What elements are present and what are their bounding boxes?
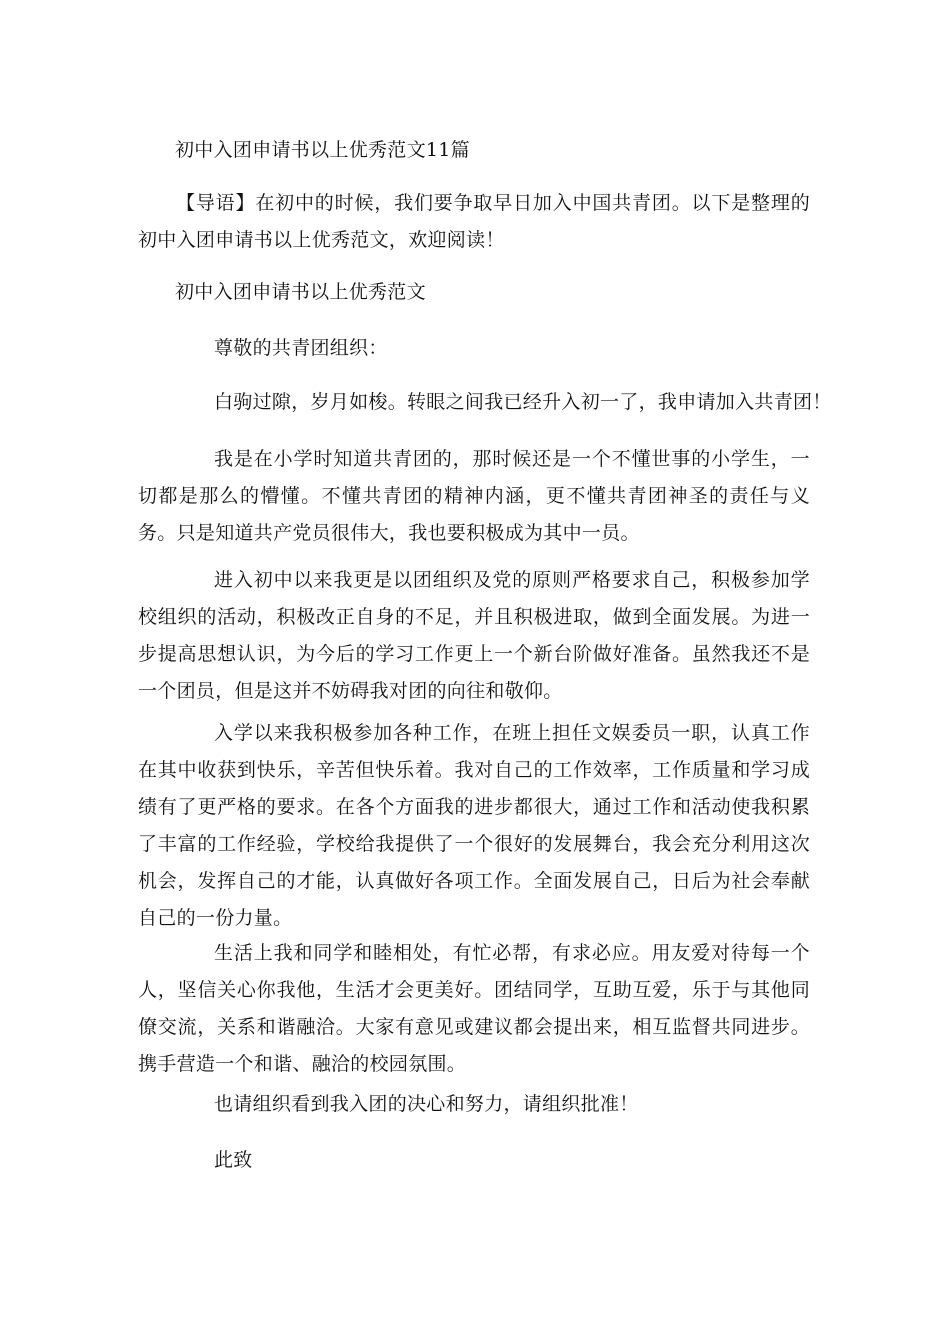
- body-paragraph-5: 生活上我和同学和睦相处，有忙必帮，有求必应。用友爱对待每一个人，坚信关心你我他，生活才会更美好。团结同学，互助互爱，乐于与其他同僚交流，关系和谐融洽。大家有意见或建议都会提出来，相互监督共同进步。携手营造一个和谐、融洽的校园氛围。: [138, 942, 810, 1075]
- subheading: 初中入团申请书以上优秀范文: [175, 281, 426, 303]
- body-paragraph-4: 入学以来我积极参加各种工作，在班上担任文娱委员一职，认真工作在其中收获到快乐，辛苦但快乐着。我对自己的工作效率，工作质量和学习成绩有了更严格的要求。在各个方面我的进步都很大，通过工作和活动使我积累了丰富的工作经验，学校给我提供了一个很好的发展舞台，我会充分利用这次机会，发挥自己的才能，认真做好各项工作。全面发展自己，日后为社会奉献自己的一份力量。: [138, 722, 810, 929]
- intro-paragraph: 【导语】在初中的时候，我们要争取早日加入中国共青团。以下是整理的初中入团申请书以上优秀范文，欢迎阅读！: [138, 192, 810, 251]
- body-paragraph-3: 进入初中以来我更是以团组织及党的原则严格要求自己，积极参加学校组织的活动，积极改正自身的不足，并且积极进取，做到全面发展。为进一步提高思想认识，为今后的学习工作更上一个新台阶做好准备。虽然我还不是一个团员，但是这并不妨碍我对团的向往和敬仰。: [138, 569, 810, 702]
- body-paragraph-6: 也请组织看到我入团的决心和努力，请组织批准！: [214, 1093, 639, 1115]
- body-paragraph-2: 我是在小学时知道共青团的，那时候还是一个不懂世事的小学生，一切都是那么的懵懂。不懂共青团的精神内涵，更不懂共青团神圣的责任与义务。只是知道共产党员很伟大，我也要积极成为其中一员。: [138, 448, 810, 544]
- salutation: 尊敬的共青团组织：: [214, 337, 388, 359]
- closing: 此致: [214, 1149, 253, 1171]
- document-title: 初中入团申请书以上优秀范文11篇: [175, 139, 470, 161]
- body-paragraph-1: 白驹过隙，岁月如梭。转眼之间我已经升入初一了，我申请加入共青团！: [214, 391, 832, 413]
